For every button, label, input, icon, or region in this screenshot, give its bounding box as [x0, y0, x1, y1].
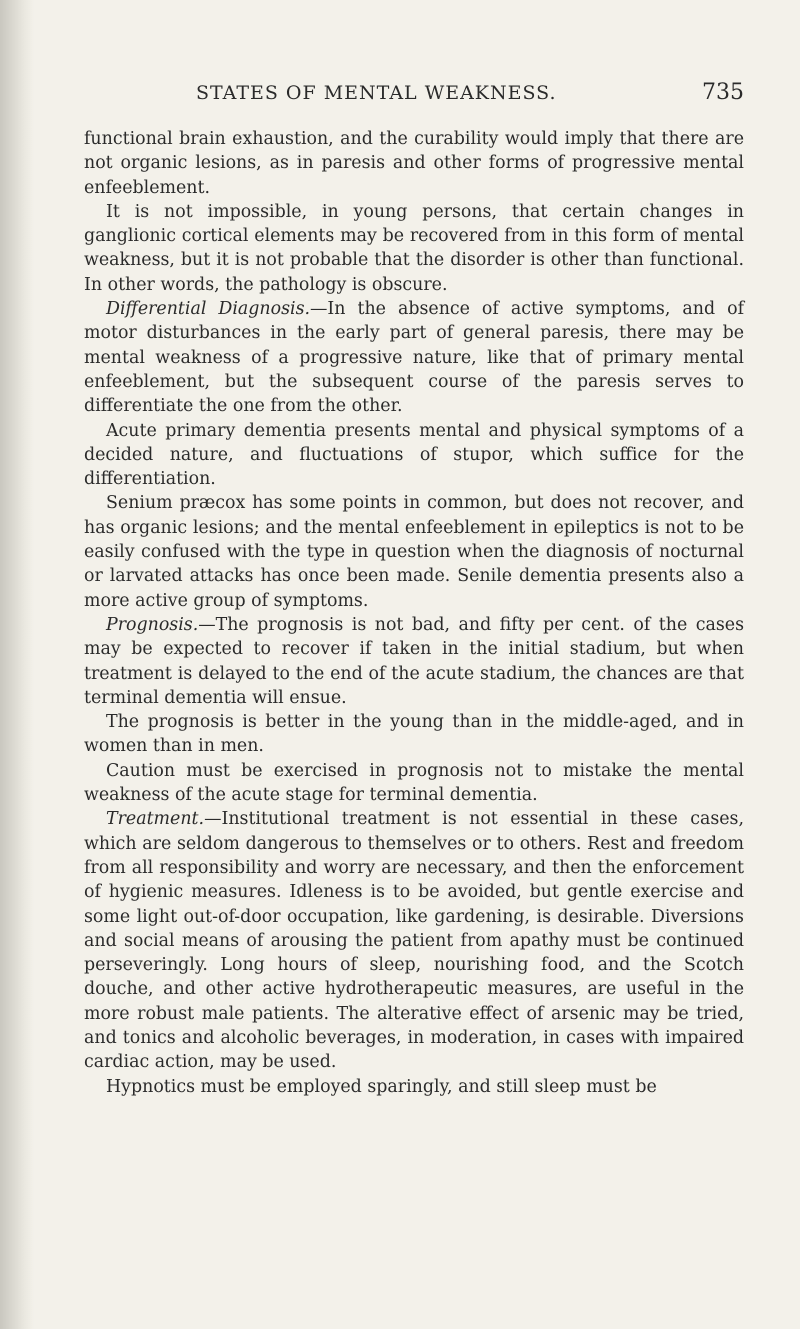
section-heading-differential-diagnosis: Differential Diagnosis. — [106, 299, 311, 320]
section-heading-treatment: Treatment. — [106, 809, 205, 830]
paragraph: Caution must be exercised in prognosis not to mistake the mental weakness of the acute stage for terminal dementia. — [84, 760, 744, 806]
book-page — [84, 80, 744, 1099]
section-heading-prognosis: Prognosis. — [106, 614, 199, 635]
running-header — [84, 80, 744, 105]
page-gutter-shadow — [0, 0, 34, 1329]
running-title: STATES OF MENTAL WEAKNESS. — [196, 82, 557, 104]
paragraph: Treatment.—Institutional treatment is not essential in these cases, which are seldom dangerous to themselves or to others. Rest and freedom from all responsibility and worry are necessary, and then the enforcement of hygienic measures. Idleness is to be avoided, but gentle exercise and some light out-of-door occupation, like gardening, is desirable. Diversions and social means of arousing the patient from apathy must be continued perseveringly. Long hours of sleep, nourishing food, and the Scotch douche, and other active hydrotherapeutic measures, are useful in the more robust male patients. The alterative effect of arsenic may be tried, and tonics and alcoholic beverages, in moderation, in cases with impaired cardiac action, may be used. — [84, 809, 744, 1073]
paragraph: Differential Diagnosis.—In the absence of active symptoms, and of motor disturbances in the early part of general paresis, there may be mental weakness of a progressive nature, like that of primary mental enfeeblement, but the subsequent course of the paresis serves to differentiate the one from the other. — [84, 299, 745, 417]
paragraph: Senium præcox has some points in common, but does not recover, and has organic lesions; and the mental enfeeblement in epileptics is not to be easily confused with the type in question when the diagnosis of nocturnal or larvated attacks has once been made. Senile dementia presents also a more active group of symptoms. — [84, 493, 744, 611]
paragraph: Prognosis.—The prognosis is not bad, and fifty per cent. of the cases may be expected to recover if taken in the initial stadium, but when treatment is delayed to the end of the acute stadium, the chances are that terminal dementia will ensue. — [84, 614, 744, 708]
paragraph: functional brain exhaustion, and the curability would imply that there are not organic lesions, as in paresis and other forms of progressive mental enfeeblement. — [84, 129, 744, 198]
paragraph: It is not impossible, in young persons, that certain changes in ganglionic cortical elements may be recovered from in this form of mental weakness, but it is not probable that the disorder is other than functional. In other words, the pathology is obscure. — [84, 201, 744, 295]
page-number: 735 — [702, 80, 744, 105]
paragraph: Acute primary dementia presents mental and physical symptoms of a decided nature, and fluctuations of stupor, which suffice for the differentiation. — [84, 420, 744, 490]
paragraph: Hypnotics must be employed sparingly, and still sleep must be — [106, 1076, 657, 1097]
paragraph: The prognosis is better in the young than in the middle-aged, and in women than in men. — [84, 712, 744, 757]
page-body — [84, 127, 744, 1099]
